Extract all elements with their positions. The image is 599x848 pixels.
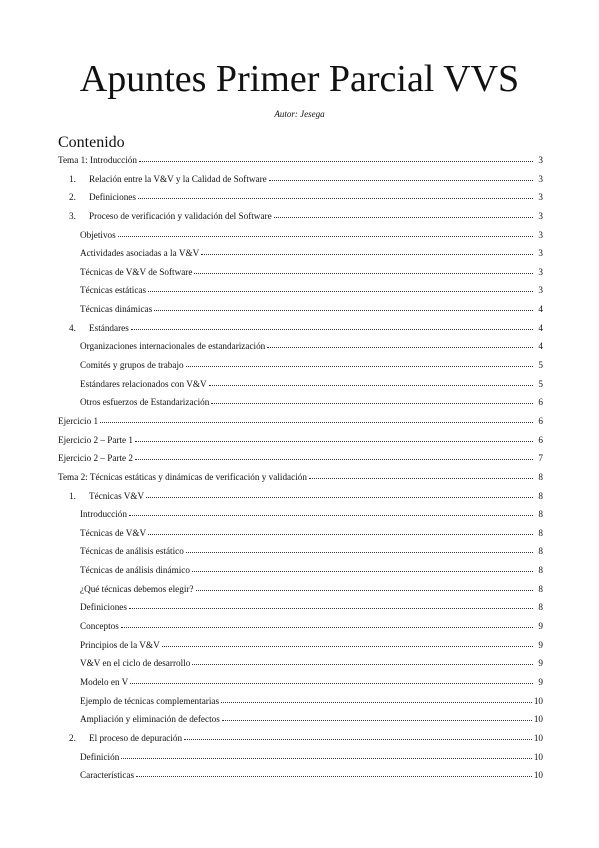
toc-entry-number: 1.: [69, 173, 76, 184]
toc-entry-page: 7: [538, 453, 543, 464]
toc-entry[interactable]: [58, 375, 543, 394]
toc-entry[interactable]: [58, 710, 543, 729]
toc-entry[interactable]: [58, 748, 543, 767]
toc-dot-leader: [222, 719, 532, 721]
toc-dot-leader: [209, 384, 533, 386]
document-title: Apuntes Primer Parcial VVS: [79, 58, 520, 100]
toc-entry-label: Principios de la V&V: [80, 639, 160, 650]
toc-entry-page: 10: [533, 695, 543, 706]
toc-entry-label: Ejercicio 2 – Parte 1: [58, 434, 134, 445]
toc-entry-page: 10: [533, 770, 543, 781]
toc-entry-label: Ejemplo de técnicas complementarias: [80, 695, 220, 706]
toc-entry[interactable]: [58, 337, 543, 356]
toc-dot-leader: [154, 309, 533, 311]
toc-entry[interactable]: [58, 207, 543, 226]
toc-dot-leader: [201, 253, 533, 255]
toc-entry[interactable]: [58, 188, 543, 207]
toc-entry-label: Otros esfuerzos de Estandarización: [80, 397, 210, 408]
toc-entry-page: 10: [533, 732, 543, 743]
toc-entry-page: 8: [538, 509, 543, 520]
toc-entry-label: V&V en el ciclo de desarrollo: [80, 658, 191, 669]
toc-entry-page: 9: [538, 676, 543, 687]
table-of-contents: [58, 151, 543, 785]
toc-entry-label: Ejercicio 1: [58, 415, 99, 426]
toc-entry[interactable]: [58, 692, 543, 711]
toc-entry-label: Características: [80, 770, 135, 781]
toc-dot-leader: [135, 458, 533, 460]
toc-entry-page: 3: [538, 266, 543, 277]
toc-entry[interactable]: [58, 617, 543, 636]
toc-entry-label: Tema 2: Técnicas estáticas y dinámicas de verificación y validación: [58, 471, 307, 482]
toc-entry-page: 6: [538, 434, 543, 445]
toc-entry-label: Ejercicio 2 – Parte 2: [58, 453, 134, 464]
toc-entry-number: 1.: [69, 490, 76, 501]
toc-entry[interactable]: [58, 598, 543, 617]
toc-dot-leader: [136, 775, 532, 777]
toc-entry-page: 8: [538, 565, 543, 576]
toc-entry-label: Objetivos: [80, 229, 116, 240]
toc-entry-page: 5: [538, 360, 543, 371]
toc-entry-label: Definiciones: [80, 602, 127, 613]
toc-dot-leader: [192, 663, 533, 665]
toc-entry-page: 4: [538, 341, 543, 352]
toc-entry-label: Organizaciones internacionales de estandarización: [80, 341, 266, 352]
toc-dot-leader: [211, 402, 533, 404]
toc-entry[interactable]: [58, 281, 543, 300]
toc-entry-label: Tema 1: Introducción: [58, 155, 137, 165]
toc-entry-page: 4: [538, 322, 543, 333]
toc-dot-leader: [194, 272, 533, 274]
toc-entry[interactable]: [58, 412, 543, 431]
toc-dot-leader: [186, 365, 533, 367]
toc-entry-page: 3: [538, 229, 543, 240]
toc-entry[interactable]: [58, 505, 543, 524]
toc-entry-label: Técnicas de V&V: [80, 527, 147, 538]
toc-dot-leader: [186, 551, 533, 553]
toc-entry-label: Modelo en V: [80, 676, 129, 687]
toc-entry-page: 9: [538, 658, 543, 669]
toc-entry-page: 6: [538, 415, 543, 426]
toc-dot-leader: [274, 216, 533, 218]
toc-entry[interactable]: [58, 561, 543, 580]
toc-entry-page: 3: [538, 210, 543, 221]
toc-entry-label: Estándares relacionados con V&V: [80, 378, 207, 389]
toc-entry-page: 4: [538, 304, 543, 315]
toc-dot-leader: [148, 533, 533, 535]
toc-dot-leader: [148, 290, 533, 292]
toc-entry[interactable]: [58, 487, 543, 506]
toc-entry[interactable]: [58, 170, 543, 189]
toc-entry-page: 6: [538, 397, 543, 408]
toc-entry-page: 3: [538, 173, 543, 184]
toc-entry-page: 8: [538, 527, 543, 538]
toc-entry-label: Proceso de verificación y validación del Software: [89, 210, 272, 221]
toc-entry[interactable]: [58, 300, 543, 319]
toc-dot-leader: [118, 235, 533, 237]
toc-entry-page: 9: [538, 621, 543, 632]
toc-entry-number: 3.: [69, 210, 76, 221]
toc-entry[interactable]: [58, 542, 543, 561]
toc-dot-leader: [267, 346, 533, 348]
toc-entry-label: Relación entre la V&V y la Calidad de Software: [89, 173, 267, 184]
toc-dot-leader: [129, 607, 533, 609]
toc-entry-label: Técnicas de V&V de Software: [80, 266, 193, 277]
toc-dot-leader: [129, 514, 533, 516]
toc-entry-label: Actividades asociadas a la V&V: [80, 248, 200, 259]
toc-entry-page: 3: [538, 155, 543, 165]
toc-entry-page: 3: [538, 285, 543, 296]
toc-dot-leader: [131, 328, 533, 330]
toc-entry-label: Definiciones: [89, 192, 136, 203]
toc-entry-page: 10: [533, 714, 543, 725]
toc-entry-label: Definición: [80, 751, 120, 762]
toc-entry-page: 9: [538, 639, 543, 650]
toc-entry-label: Técnicas de análisis dinámico: [80, 565, 190, 576]
toc-dot-leader: [121, 757, 532, 759]
toc-dot-leader: [130, 682, 533, 684]
toc-entry[interactable]: [58, 580, 543, 599]
toc-entry[interactable]: [58, 468, 543, 487]
toc-dot-leader: [146, 496, 533, 498]
toc-entry[interactable]: [58, 151, 543, 170]
toc-entry[interactable]: [58, 524, 543, 543]
toc-entry[interactable]: [58, 244, 543, 263]
toc-dot-leader: [269, 179, 533, 181]
toc-entry[interactable]: [58, 636, 543, 655]
toc-entry-page: 3: [538, 192, 543, 203]
author-line: Autor: Jesega: [274, 109, 325, 119]
toc-entry[interactable]: [58, 263, 543, 282]
toc-entry-page: 8: [538, 490, 543, 501]
toc-entry-page: 8: [538, 602, 543, 613]
toc-entry[interactable]: [58, 449, 543, 468]
toc-dot-leader: [135, 440, 533, 442]
toc-entry-label: Técnicas de análisis estático: [80, 546, 184, 557]
toc-entry[interactable]: [58, 319, 543, 338]
toc-entry-page: 8: [538, 583, 543, 594]
toc-entry[interactable]: [58, 654, 543, 673]
toc-dot-leader: [139, 160, 533, 162]
toc-entry-number: 4.: [69, 322, 76, 333]
toc-entry[interactable]: [58, 226, 543, 245]
toc-dot-leader: [184, 738, 532, 740]
toc-entry[interactable]: [58, 431, 543, 450]
toc-entry-page: 3: [538, 248, 543, 259]
toc-entry[interactable]: [58, 393, 543, 412]
toc-entry-label: Técnicas estáticas: [80, 285, 147, 296]
toc-entry-label: Estándares: [89, 322, 129, 333]
toc-entry-label: ¿Qué técnicas debemos elegir?: [80, 583, 194, 594]
toc-entry-page: 5: [538, 378, 543, 389]
toc-entry-label: Ampliación y eliminación de defectos: [80, 714, 220, 725]
toc-entry[interactable]: [58, 356, 543, 375]
toc-entry-number: 2.: [69, 732, 76, 743]
toc-dot-leader: [309, 477, 533, 479]
toc-entry-label: El proceso de depuración: [89, 732, 183, 743]
toc-dot-leader: [162, 645, 533, 647]
toc-entry-number: 2.: [69, 192, 76, 203]
toc-entry-label: Conceptos: [80, 621, 119, 632]
toc-entry[interactable]: [58, 673, 543, 692]
toc-dot-leader: [221, 701, 532, 703]
toc-entry-label: Introducción: [80, 509, 127, 520]
toc-entry[interactable]: [58, 729, 543, 748]
toc-entry-label: Comités y grupos de trabajo: [80, 360, 184, 371]
toc-entry-page: 10: [533, 751, 543, 762]
toc-dot-leader: [196, 589, 533, 591]
toc-dot-leader: [192, 570, 533, 572]
toc-entry-label: Técnicas dinámicas: [80, 304, 153, 315]
contents-heading: Contenido: [58, 134, 125, 151]
toc-entry-page: 8: [538, 546, 543, 557]
toc-entry-page: 8: [538, 471, 543, 482]
toc-entry-label: Técnicas V&V: [89, 490, 145, 501]
toc-entry[interactable]: [58, 766, 543, 785]
toc-dot-leader: [121, 626, 533, 628]
toc-dot-leader: [100, 421, 533, 423]
toc-dot-leader: [138, 197, 533, 199]
